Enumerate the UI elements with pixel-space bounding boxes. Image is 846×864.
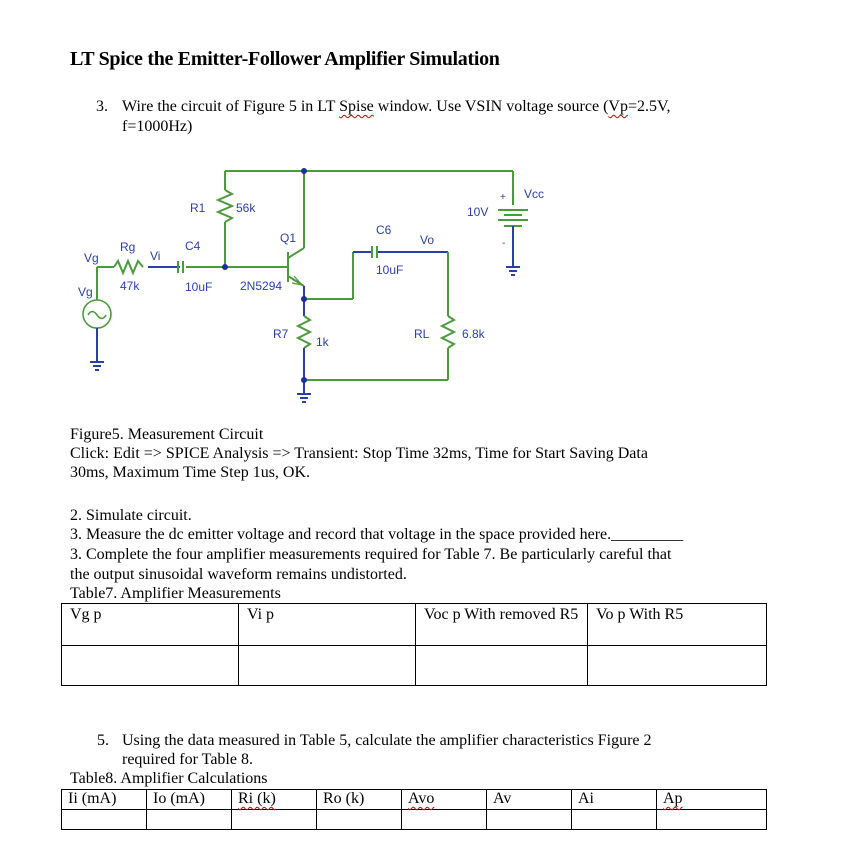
label-vcc: Vcc <box>524 187 545 201</box>
click-instruction-line1: Click: Edit => SPICE Analysis => Transient: Stop Time 32ms, Time for Start Saving Data <box>70 445 648 462</box>
step3-instruction-line1: Wire the circuit of Figure 5 in LT Spise window. Use VSIN voltage source (Vp=2.5V, <box>122 98 671 115</box>
label-rg-value: 47k <box>120 279 140 293</box>
label-c6-value: 10uF <box>376 263 404 277</box>
label-vo: Vo <box>420 233 435 247</box>
table-header-row <box>62 604 767 646</box>
label-r1-value: 56k <box>236 201 256 215</box>
label-c4: C4 <box>185 239 201 253</box>
table-cell[interactable] <box>147 810 232 830</box>
label-c4-value: 10uF <box>185 280 213 294</box>
table-header-cell: Io (mA) <box>147 790 232 810</box>
table-header-cell: Ro (k) <box>317 790 402 810</box>
label-c6: C6 <box>376 223 392 237</box>
table8-caption: Table8. Amplifier Calculations <box>70 770 268 787</box>
table-header-cell: Vo p With R5 <box>588 604 767 646</box>
step5-number: 5. <box>97 732 109 749</box>
step-complete-line2: the output sinusoidal waveform remains undistorted. <box>70 566 407 583</box>
step-number: 3. <box>96 98 108 115</box>
table-cell[interactable] <box>657 810 767 830</box>
label-q1-model: 2N5294 <box>240 279 283 293</box>
table-header-cell: Vi p <box>239 604 416 646</box>
click-instruction-line2: 30ms, Maximum Time Step 1us, OK. <box>70 464 311 481</box>
table-cell[interactable] <box>572 810 657 830</box>
table-cell[interactable] <box>232 810 317 830</box>
label-vg-source: Vg <box>78 285 93 299</box>
step3-instruction-line2: f=1000Hz) <box>122 118 193 135</box>
table-header-cell: Ai <box>572 790 657 810</box>
label-vcc-value: 10V <box>467 205 489 219</box>
step-complete-line1: 3. Complete the four amplifier measurements required for Table 7. Be particularly careful that <box>70 546 672 563</box>
table-header-cell: Av <box>487 790 572 810</box>
answer-blank[interactable]: _________ <box>611 526 684 543</box>
label-minus: - <box>502 238 506 249</box>
table-cell[interactable] <box>416 646 588 686</box>
table-row <box>62 646 767 686</box>
table-cell[interactable] <box>62 646 239 686</box>
table-header-cell: Ri (k) <box>232 790 317 810</box>
table-header-cell: Avo <box>402 790 487 810</box>
page-title: LT Spice the Emitter-Follower Amplifier Simulation <box>70 48 500 70</box>
label-r1: R1 <box>190 201 206 215</box>
label-r7: R7 <box>273 327 289 341</box>
table-cell[interactable] <box>239 646 416 686</box>
step-measure-dc: 3. Measure the dc emitter voltage and record that voltage in the space provided here._________ <box>70 526 684 543</box>
label-r7-value: 1k <box>316 335 329 349</box>
label-q1: Q1 <box>280 231 297 245</box>
table-cell[interactable] <box>62 810 147 830</box>
label-vg-node: Vg <box>84 251 99 265</box>
label-rl-value: 6.8k <box>462 327 485 341</box>
table-header-row <box>62 790 767 810</box>
label-vi: Vi <box>150 249 161 263</box>
table-header-cell: Vg p <box>62 604 239 646</box>
table-cell[interactable] <box>588 646 767 686</box>
figure-caption: Figure5. Measurement Circuit <box>70 426 264 443</box>
circuit-schematic <box>0 0 846 420</box>
table-header-cell: Ap <box>657 790 767 810</box>
label-rl: RL <box>414 327 430 341</box>
table-cell[interactable] <box>317 810 402 830</box>
table-row <box>62 810 767 830</box>
step5-line1: Using the data measured in Table 5, calculate the amplifier characteristics Figure 2 <box>122 732 652 749</box>
table-cell[interactable] <box>487 810 572 830</box>
table7-caption: Table7. Amplifier Measurements <box>70 585 281 602</box>
table-header-cell: Voc p With removed R5 <box>416 604 588 646</box>
step-simulate: 2. Simulate circuit. <box>70 507 192 524</box>
table7 <box>61 603 767 686</box>
label-plus: + <box>500 192 506 203</box>
table8 <box>61 789 767 830</box>
spelling-error: Spise <box>339 98 374 115</box>
step5-line2: required for Table 8. <box>122 751 253 768</box>
label-rg: Rg <box>120 240 136 254</box>
table-cell[interactable] <box>402 810 487 830</box>
table-header-cell: Ii (mA) <box>62 790 147 810</box>
